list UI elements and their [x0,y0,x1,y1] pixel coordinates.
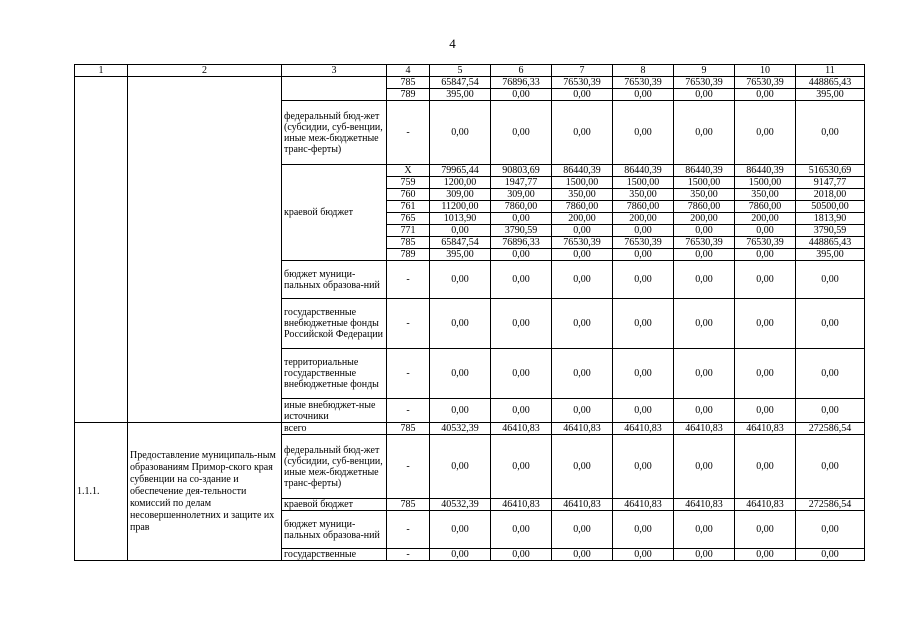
column-header: 7 [552,65,613,77]
column-header: 9 [674,65,735,77]
value-cell: 0,00 [613,225,674,237]
value-cell: 395,00 [796,89,865,101]
value-cell: 90803,69 [491,165,552,177]
value-cell: 0,00 [491,549,552,561]
column-header: 10 [735,65,796,77]
code-cell: 771 [387,225,430,237]
value-cell: 0,00 [735,349,796,399]
value-cell: 350,00 [674,189,735,201]
value-cell: 350,00 [552,189,613,201]
value-cell: 0,00 [613,249,674,261]
value-cell: 1500,00 [552,177,613,189]
value-cell: 86440,39 [674,165,735,177]
value-cell: 0,00 [491,349,552,399]
value-cell: 272586,54 [796,423,865,435]
column-header: 5 [430,65,491,77]
code-cell: 765 [387,213,430,225]
value-cell: 46410,83 [735,499,796,511]
value-cell: 448865,43 [796,237,865,249]
column-header: 6 [491,65,552,77]
value-cell: 46410,83 [491,499,552,511]
value-cell: 0,00 [552,435,613,499]
value-cell: 86440,39 [552,165,613,177]
value-cell: 0,00 [735,299,796,349]
value-cell: 0,00 [796,549,865,561]
code-cell: X [387,165,430,177]
value-cell: 0,00 [430,511,491,549]
value-cell: 0,00 [491,261,552,299]
value-cell: 0,00 [552,101,613,165]
value-cell: 76530,39 [613,77,674,89]
value-cell: 0,00 [613,299,674,349]
page-number: 4 [449,36,456,51]
item-number: 1.1.1. [75,423,128,561]
value-cell: 0,00 [613,261,674,299]
value-cell: 0,00 [674,549,735,561]
value-cell: 7860,00 [491,201,552,213]
value-cell: 395,00 [430,249,491,261]
value-cell: 76896,33 [491,77,552,89]
column-header: 8 [613,65,674,77]
value-cell: 0,00 [552,249,613,261]
value-cell: 350,00 [735,189,796,201]
column-header: 1 [75,65,128,77]
source-label: всего [282,423,387,435]
value-cell: 395,00 [430,89,491,101]
code-cell: 785 [387,77,430,89]
value-cell: 0,00 [430,349,491,399]
value-cell: 0,00 [491,435,552,499]
value-cell: 0,00 [735,511,796,549]
value-cell: 200,00 [613,213,674,225]
value-cell: 0,00 [674,349,735,399]
source-label: федеральный бюд-жет (субсидии, суб-венции, иные меж-бюджетные транс-ферты) [282,101,387,165]
value-cell: 46410,83 [674,423,735,435]
value-cell: 1013,90 [430,213,491,225]
value-cell: 0,00 [674,399,735,423]
value-cell: 350,00 [613,189,674,201]
value-cell: 200,00 [735,213,796,225]
table-row [75,423,865,435]
value-cell: 46410,83 [674,499,735,511]
value-cell: 0,00 [552,399,613,423]
column-header: 11 [796,65,865,77]
value-cell: 0,00 [735,249,796,261]
value-cell: 65847,54 [430,77,491,89]
value-cell: 0,00 [552,549,613,561]
value-cell: 46410,83 [552,499,613,511]
value-cell: 0,00 [613,349,674,399]
value-cell: 0,00 [674,249,735,261]
budget-table [74,64,865,561]
source-label: территориальные государственные внебюджетные фонды [282,349,387,399]
value-cell: 0,00 [674,435,735,499]
value-cell: 0,00 [491,249,552,261]
value-cell: 0,00 [735,101,796,165]
value-cell: 46410,83 [552,423,613,435]
code-cell: 785 [387,423,430,435]
value-cell: 1200,00 [430,177,491,189]
source-label: бюджет муници-пальных образова-ний [282,511,387,549]
value-cell: 0,00 [430,399,491,423]
value-cell: 76896,33 [491,237,552,249]
name-cell [128,77,282,423]
value-cell: 309,00 [491,189,552,201]
value-cell: 200,00 [674,213,735,225]
value-cell: 0,00 [552,349,613,399]
value-cell: 0,00 [735,89,796,101]
value-cell: 46410,83 [613,499,674,511]
code-cell: 760 [387,189,430,201]
table-row [75,77,865,89]
number-cell [75,77,128,423]
code-cell: - [387,261,430,299]
value-cell: 2018,00 [796,189,865,201]
value-cell: 448865,43 [796,77,865,89]
value-cell: 1813,90 [796,213,865,225]
value-cell: 272586,54 [796,499,865,511]
value-cell: 0,00 [796,299,865,349]
value-cell: 1500,00 [735,177,796,189]
value-cell: 0,00 [613,435,674,499]
value-cell: 65847,54 [430,237,491,249]
value-cell: 0,00 [674,89,735,101]
code-cell: - [387,399,430,423]
value-cell: 7860,00 [552,201,613,213]
value-cell: 76530,39 [552,77,613,89]
value-cell: 3790,59 [796,225,865,237]
header-row [75,65,865,77]
value-cell: 0,00 [796,101,865,165]
value-cell: 7860,00 [613,201,674,213]
value-cell: 0,00 [430,225,491,237]
code-cell: - [387,511,430,549]
value-cell: 0,00 [491,299,552,349]
value-cell: 0,00 [613,511,674,549]
code-cell: 785 [387,237,430,249]
value-cell: 0,00 [430,101,491,165]
value-cell: 86440,39 [613,165,674,177]
value-cell: 309,00 [430,189,491,201]
value-cell: 0,00 [552,89,613,101]
value-cell: 0,00 [674,261,735,299]
value-cell: 0,00 [796,511,865,549]
value-cell: 76530,39 [674,77,735,89]
code-cell: 759 [387,177,430,189]
code-cell: 761 [387,201,430,213]
value-cell: 76530,39 [735,77,796,89]
source-label: бюджет муници-пальных образова-ний [282,261,387,299]
value-cell: 76530,39 [674,237,735,249]
value-cell: 0,00 [552,225,613,237]
code-cell: 789 [387,249,430,261]
value-cell: 46410,83 [491,423,552,435]
value-cell: 76530,39 [735,237,796,249]
value-cell: 0,00 [613,399,674,423]
value-cell: 516530,69 [796,165,865,177]
value-cell: 0,00 [796,349,865,399]
value-cell: 0,00 [491,89,552,101]
value-cell: 40532,39 [430,423,491,435]
value-cell: 46410,83 [735,423,796,435]
value-cell: 0,00 [430,261,491,299]
value-cell: 0,00 [796,435,865,499]
column-header: 2 [128,65,282,77]
value-cell: 0,00 [674,511,735,549]
value-cell: 0,00 [430,549,491,561]
value-cell: 0,00 [430,435,491,499]
value-cell: 0,00 [552,299,613,349]
value-cell: 1500,00 [613,177,674,189]
code-cell: - [387,549,430,561]
value-cell: 395,00 [796,249,865,261]
value-cell: 0,00 [491,101,552,165]
code-cell: 785 [387,499,430,511]
value-cell: 0,00 [491,213,552,225]
column-header: 4 [387,65,430,77]
value-cell: 0,00 [735,435,796,499]
source-label: федеральный бюд-жет (субсидии, суб-венции, иные меж-бюджетные транс-ферты) [282,435,387,499]
value-cell: 1947,77 [491,177,552,189]
value-cell: 0,00 [674,299,735,349]
value-cell: 0,00 [491,511,552,549]
value-cell: 50500,00 [796,201,865,213]
value-cell: 0,00 [735,225,796,237]
value-cell: 7860,00 [674,201,735,213]
code-cell: - [387,101,430,165]
value-cell: 200,00 [552,213,613,225]
value-cell: 86440,39 [735,165,796,177]
value-cell: 79965,44 [430,165,491,177]
value-cell: 7860,00 [735,201,796,213]
code-cell: 789 [387,89,430,101]
value-cell: 0,00 [735,261,796,299]
value-cell: 1500,00 [674,177,735,189]
source-label: государственные [282,549,387,561]
value-cell: 0,00 [552,511,613,549]
item-name: Предоставление муниципаль-ным образованиям Примор-ского края субвенции на со-здание и обеспечение дея-тельности комиссий по делам несовершеннолетних и защите их прав [128,423,282,561]
value-cell: 0,00 [796,399,865,423]
code-cell: - [387,299,430,349]
source-cell [282,77,387,101]
value-cell: 0,00 [735,399,796,423]
value-cell: 46410,83 [613,423,674,435]
value-cell: 11200,00 [430,201,491,213]
value-cell: 9147,77 [796,177,865,189]
source-label: государственные внебюджетные фонды Российской Федерации [282,299,387,349]
value-cell: 0,00 [430,299,491,349]
value-cell: 40532,39 [430,499,491,511]
source-label: краевой бюджет [282,165,387,261]
value-cell: 3790,59 [491,225,552,237]
source-label: краевой бюджет [282,499,387,511]
value-cell: 0,00 [674,225,735,237]
code-cell: - [387,435,430,499]
value-cell: 0,00 [552,261,613,299]
value-cell: 0,00 [613,549,674,561]
source-label: иные внебюджет-ные источники [282,399,387,423]
value-cell: 76530,39 [552,237,613,249]
value-cell: 0,00 [674,101,735,165]
value-cell: 0,00 [613,101,674,165]
value-cell: 0,00 [735,549,796,561]
code-cell: - [387,349,430,399]
column-header: 3 [282,65,387,77]
value-cell: 0,00 [796,261,865,299]
value-cell: 0,00 [613,89,674,101]
value-cell: 76530,39 [613,237,674,249]
value-cell: 0,00 [491,399,552,423]
